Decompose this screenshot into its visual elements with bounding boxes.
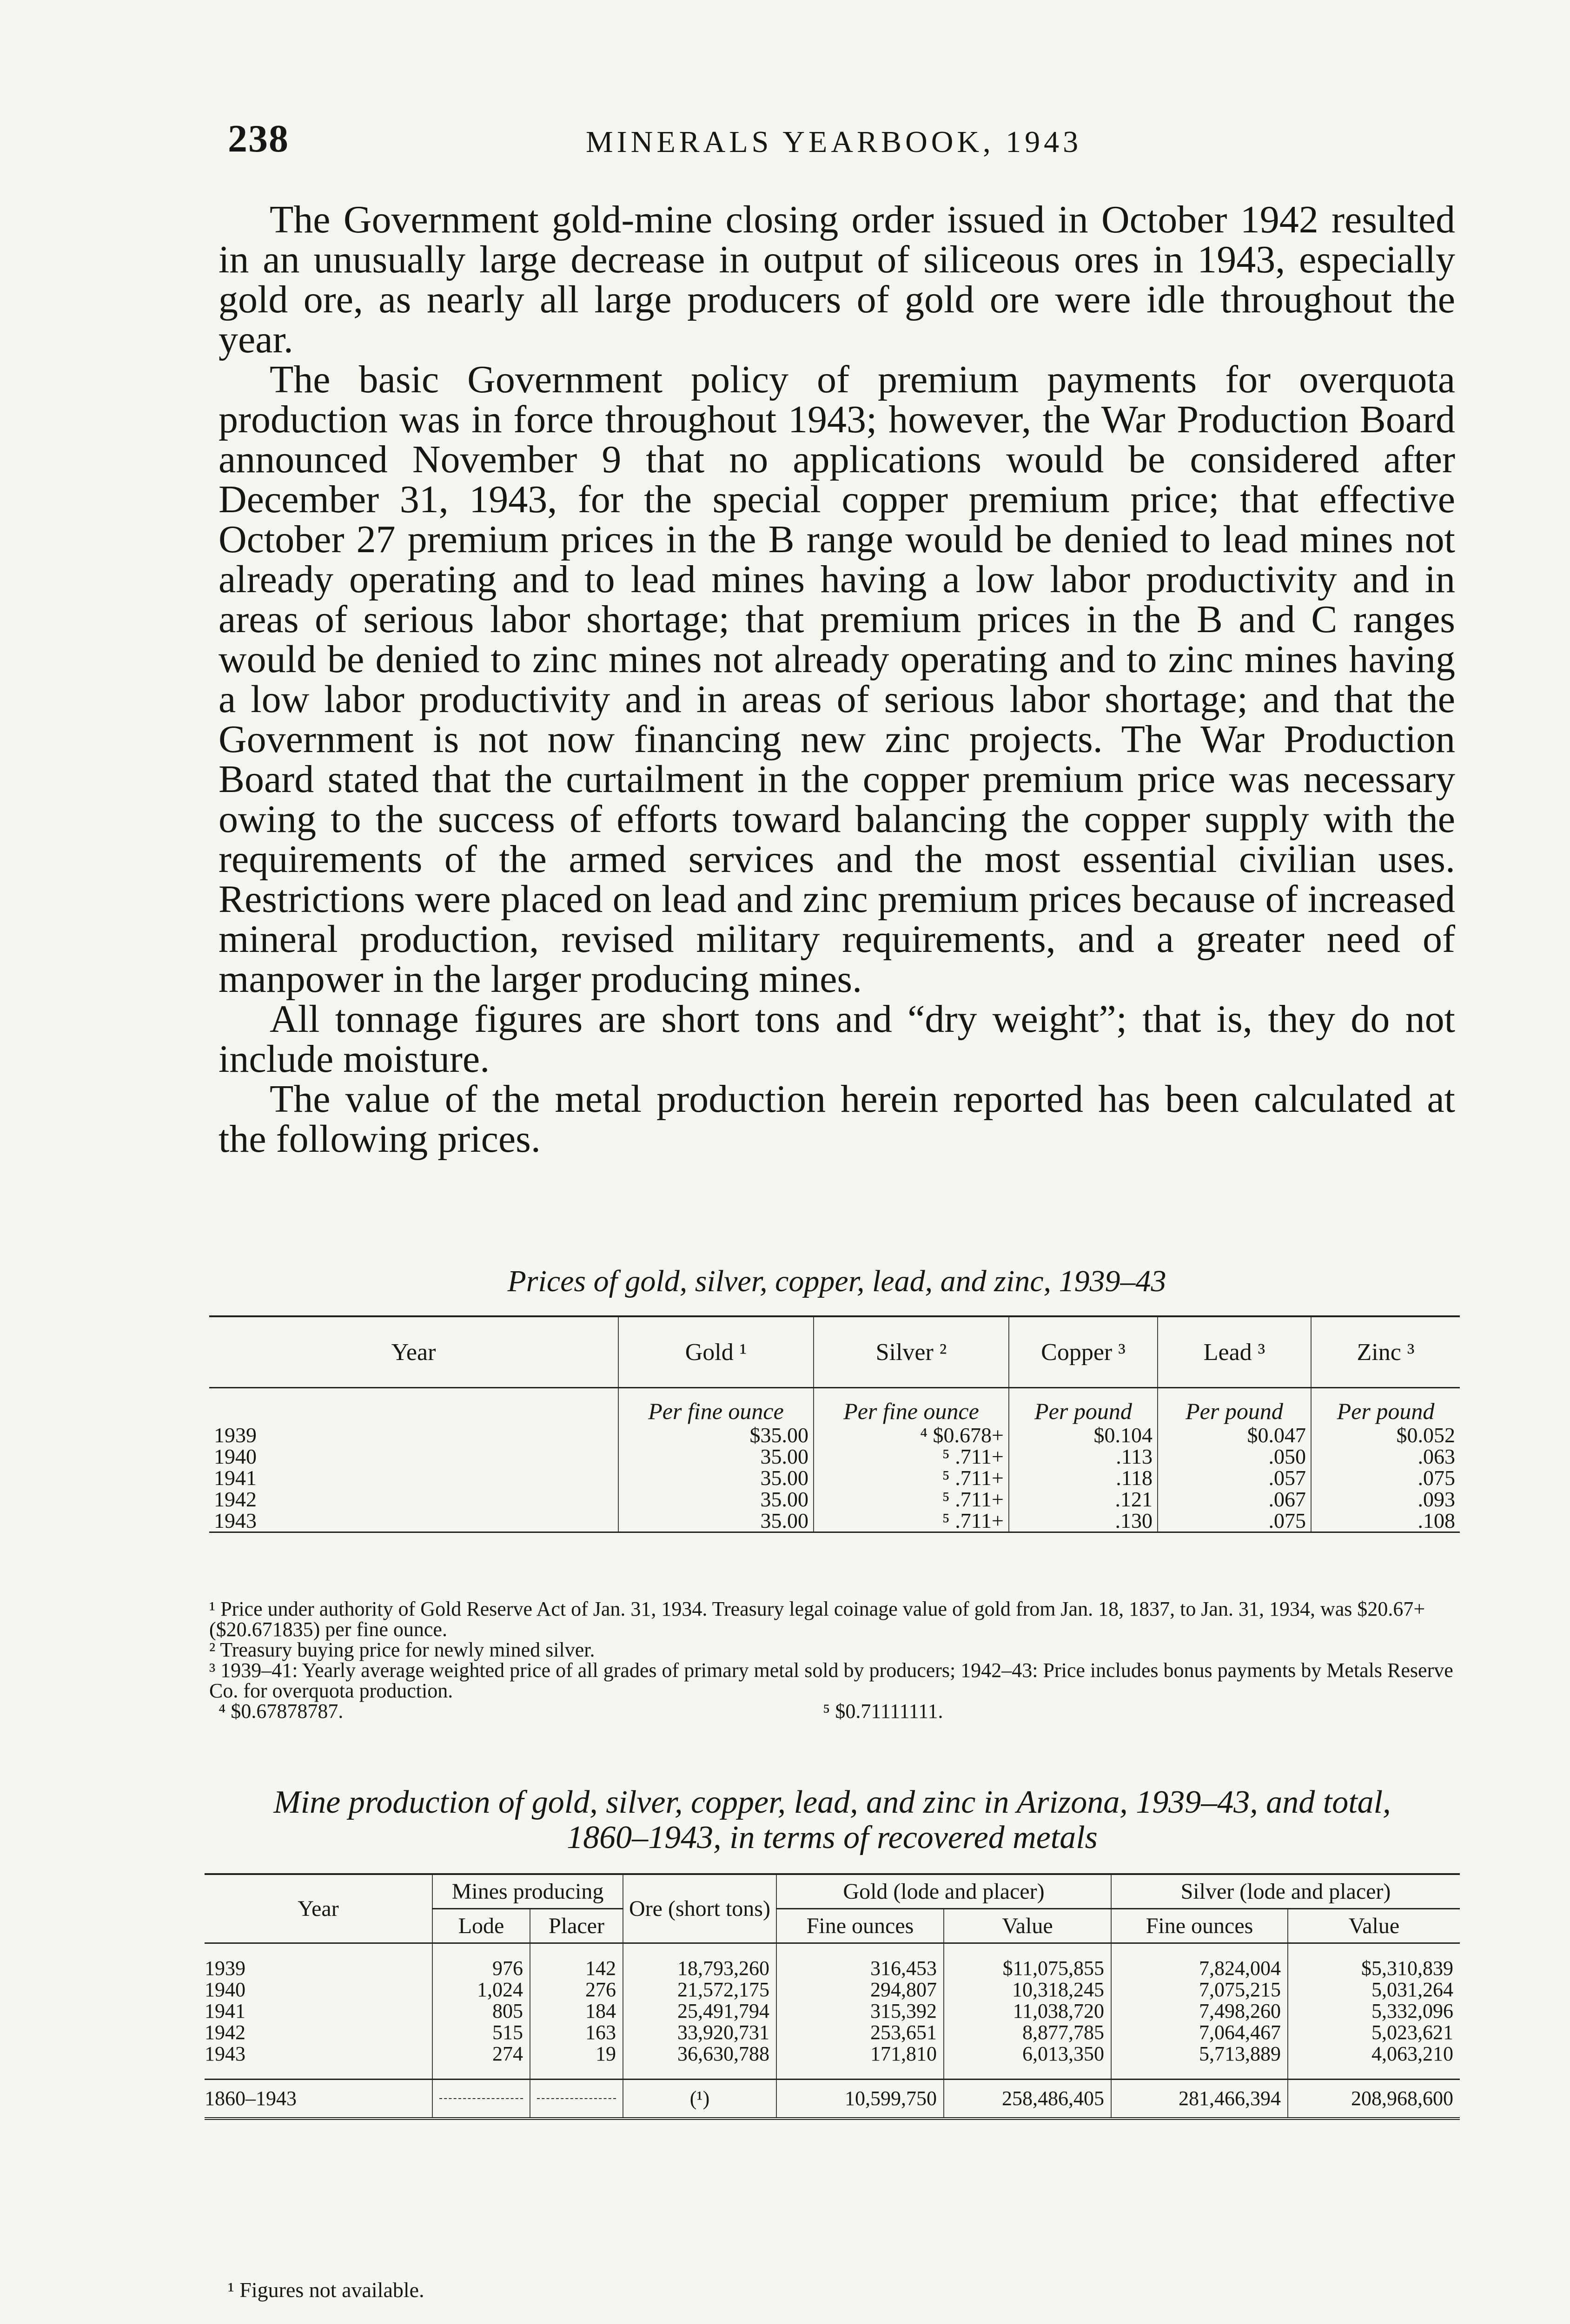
- table-cell: .108: [1311, 1510, 1460, 1532]
- table-cell: 1,024: [432, 1979, 530, 2000]
- footnote: ⁵ $0.71111111.: [823, 1700, 943, 1723]
- table-row: [205, 2000, 1460, 2022]
- table-cell: ⁵ .711+: [814, 1446, 1009, 1467]
- table-cell: 6,013,350: [944, 2043, 1111, 2065]
- table-cell: $0.104: [1009, 1425, 1158, 1446]
- dash-placeholder: [537, 2098, 616, 2099]
- unit-label: Per fine ounce: [814, 1388, 1009, 1425]
- paragraph: The basic Government policy of premium payments for overquota production was in force throughout 1943; however, the War Production Board announced November 9 that no applications would be considered after December 31, 1943, for the special copper premium price; that effective October 27 premium prices in the B range would be denied to lead mines not already operating and to lead mines having a low labor productivity and in areas of serious labor shortage; that premium prices in the B and C ranges would be denied to zinc mines not already operating and to zinc mines having a low labor productivity and in areas of serious labor shortage; and that the Government is not now financing new zinc projects. The War Production Board stated that the curtailment in the copper premium price was necessary owing to the success of efforts toward balancing the copper supply with the requirements of the armed services and the most essential civilian uses. Restrictions were placed on lead and zinc premium prices because of increased mineral production, revised military requirements, and a greater need of manpower in the larger producing mines.: [219, 358, 1455, 1001]
- table-cell: 1941: [214, 1466, 257, 1490]
- caption-line: 1860–1943, in terms of recovered metals: [567, 1820, 1098, 1855]
- table-cell: 35.00: [618, 1489, 814, 1510]
- production-table-caption: [205, 1785, 1460, 1855]
- footnote: ¹ Price under authority of Gold Reserve Act of Jan. 31, 1934. Treasury legal coinage value of gold from Jan. 18, 1837, to Jan. 31, 1934, was $20.67+($20.671835) per fine ounce.: [209, 1598, 1425, 1641]
- table-row: [205, 2043, 1460, 2065]
- unit-label: Per pound: [1311, 1388, 1460, 1425]
- unit-label: Per pound: [1158, 1388, 1311, 1425]
- table-cell: .063: [1311, 1446, 1460, 1467]
- table-cell: .067: [1158, 1489, 1311, 1510]
- paragraph: The value of the metal production herein reported has been calculated at the following prices.: [219, 1077, 1455, 1161]
- footnote: ⁴ $0.67878787.: [219, 1700, 344, 1723]
- page-number: 238: [228, 117, 289, 160]
- table-cell: 5,332,096: [1288, 2000, 1460, 2022]
- table-cell: 5,023,621: [1288, 2022, 1460, 2043]
- column-header: Mines producing: [432, 1874, 623, 1909]
- column-header: Lead ³: [1158, 1316, 1311, 1388]
- table-cell: 315,392: [776, 2000, 944, 2022]
- table-cell: .050: [1158, 1446, 1311, 1467]
- column-header: Silver ²: [814, 1316, 1009, 1388]
- table-cell: 976: [432, 1958, 530, 1979]
- column-header: Gold (lode and placer): [776, 1874, 1111, 1909]
- table-cell: 208,968,600: [1288, 2080, 1460, 2119]
- unit-label: Per pound: [1009, 1388, 1158, 1425]
- table-cell: 1939: [205, 1957, 245, 1980]
- table-cell: $0.052: [1311, 1425, 1460, 1446]
- table-cell: 25,491,794: [623, 2000, 776, 2022]
- table-cell: 171,810: [776, 2043, 944, 2065]
- table-cell: $5,310,839: [1288, 1958, 1460, 1979]
- table-cell: 1939: [214, 1423, 257, 1447]
- table-cell: [432, 2080, 530, 2119]
- prices-table: [209, 1315, 1460, 1538]
- paragraph: The Government gold-mine closing order issued in October 1942 resulted in an unusually large decrease in output of siliceous ores in 1943, especially gold ore, as nearly all large producers of gold ore were idle throughout the year.: [219, 198, 1455, 361]
- table-cell: [530, 2080, 623, 2119]
- column-header: Fine ounces: [776, 1909, 944, 1943]
- table-cell: 1942: [214, 1487, 257, 1511]
- table-cell: 142: [530, 1958, 623, 1979]
- table-cell: ⁴ $0.678+: [814, 1425, 1009, 1446]
- dash-placeholder: [439, 2098, 523, 2099]
- table-row: [209, 1510, 1460, 1532]
- table-cell: 7,075,215: [1111, 1979, 1288, 2000]
- table-cell: 1860–1943: [205, 2080, 432, 2119]
- table-cell: .057: [1158, 1467, 1311, 1489]
- caption-line: Mine production of gold, silver, copper, lead, and zinc in Arizona, 1939–43, and total,: [273, 1784, 1391, 1820]
- column-header: Fine ounces: [1111, 1909, 1288, 1943]
- table-row: [205, 1958, 1460, 1979]
- table-row: [209, 1425, 1460, 1446]
- table-row: [205, 1979, 1460, 2000]
- table-cell: 5,713,889: [1111, 2043, 1288, 2065]
- table-row: [209, 1467, 1460, 1489]
- table-cell: 7,824,004: [1111, 1958, 1288, 1979]
- table-cell: 35.00: [618, 1467, 814, 1489]
- table-cell: 5,031,264: [1288, 1979, 1460, 2000]
- table-cell: .075: [1311, 1467, 1460, 1489]
- footnote-pair: [209, 1701, 1464, 1722]
- table-cell: ⁵ .711+: [814, 1489, 1009, 1510]
- body-text: [219, 200, 1455, 1159]
- column-header: Silver (lode and placer): [1111, 1874, 1460, 1909]
- column-header: Placer: [530, 1909, 623, 1943]
- table-cell: 805: [432, 2000, 530, 2022]
- production-footnote: ¹ Figures not available.: [228, 2278, 424, 2302]
- table-row: [209, 1489, 1460, 1510]
- paragraph: All tonnage figures are short tons and “dry weight”; that is, they do not include moisture.: [219, 997, 1455, 1081]
- table-cell: 1940: [205, 1978, 245, 2001]
- table-row: [209, 1446, 1460, 1467]
- column-header: Zinc ³: [1311, 1316, 1460, 1388]
- table-cell: ⁵ .711+: [814, 1467, 1009, 1489]
- table-cell: 1943: [214, 1509, 257, 1532]
- column-header: Copper ³: [1009, 1316, 1158, 1388]
- total-row: [205, 2080, 1460, 2119]
- table-cell: 276: [530, 1979, 623, 2000]
- table-cell: 258,486,405: [944, 2080, 1111, 2119]
- table-cell: $0.047: [1158, 1425, 1311, 1446]
- table-cell: .130: [1009, 1510, 1158, 1532]
- table-cell: 11,038,720: [944, 2000, 1111, 2022]
- table-cell: (¹): [623, 2080, 776, 2119]
- table-cell: 1940: [214, 1445, 257, 1468]
- running-head: MINERALS YEARBOOK, 1943: [586, 125, 1082, 159]
- column-header: Value: [944, 1909, 1111, 1943]
- unit-label: Per fine ounce: [618, 1388, 814, 1425]
- table-cell: 7,064,467: [1111, 2022, 1288, 2043]
- table-cell: .121: [1009, 1489, 1158, 1510]
- column-header: Gold ¹: [618, 1316, 814, 1388]
- table-cell: 253,651: [776, 2022, 944, 2043]
- prices-table-caption: Prices of gold, silver, copper, lead, and zinc, 1939–43: [507, 1264, 1166, 1298]
- table-cell: 33,920,731: [623, 2022, 776, 2043]
- table-cell: 294,807: [776, 1979, 944, 2000]
- table-cell: 10,599,750: [776, 2080, 944, 2119]
- column-header: Ore (short tons): [623, 1874, 776, 1943]
- table-cell: 36,630,788: [623, 2043, 776, 2065]
- table-cell: .113: [1009, 1446, 1158, 1467]
- production-table: [205, 1873, 1460, 2120]
- prices-footnotes: [209, 1599, 1464, 1722]
- table-cell: .093: [1311, 1489, 1460, 1510]
- table-cell: $35.00: [618, 1425, 814, 1446]
- table-cell: 515: [432, 2022, 530, 2043]
- table-cell: 274: [432, 2043, 530, 2065]
- table-cell: 7,498,260: [1111, 2000, 1288, 2022]
- table-cell: 21,572,175: [623, 1979, 776, 2000]
- table-cell: 163: [530, 2022, 623, 2043]
- table-cell: ⁵ .711+: [814, 1510, 1009, 1532]
- table-cell: 10,318,245: [944, 1979, 1111, 2000]
- column-header: Value: [1288, 1909, 1460, 1943]
- unit-label: [209, 1388, 618, 1425]
- column-header: Lode: [432, 1909, 530, 1943]
- table-cell: 19: [530, 2043, 623, 2065]
- column-header: Year: [209, 1316, 618, 1388]
- table-cell: 35.00: [618, 1446, 814, 1467]
- table-cell: 184: [530, 2000, 623, 2022]
- table-cell: $11,075,855: [944, 1958, 1111, 1979]
- table-cell: 1941: [205, 2000, 245, 2022]
- table-cell: .075: [1158, 1510, 1311, 1532]
- column-header: Year: [205, 1874, 432, 1943]
- page-header: [223, 116, 1464, 167]
- table-cell: 281,466,394: [1111, 2080, 1288, 2119]
- table-cell: 4,063,210: [1288, 2043, 1460, 2065]
- table-cell: .118: [1009, 1467, 1158, 1489]
- footnote: ³ 1939–41: Yearly average weighted price of all grades of primary metal sold by producers; 1942–43: Price includes bonus payments by Metals Reserve Co. for overquota production.: [209, 1659, 1453, 1702]
- table-row: [205, 2022, 1460, 2043]
- footnote: ² Treasury buying price for newly mined silver.: [209, 1638, 595, 1661]
- table-cell: 1942: [205, 2021, 245, 2044]
- table-cell: 1943: [205, 2042, 245, 2065]
- table-cell: 18,793,260: [623, 1958, 776, 1979]
- table-cell: 35.00: [618, 1510, 814, 1532]
- table-cell: 316,453: [776, 1958, 944, 1979]
- table-cell: 8,877,785: [944, 2022, 1111, 2043]
